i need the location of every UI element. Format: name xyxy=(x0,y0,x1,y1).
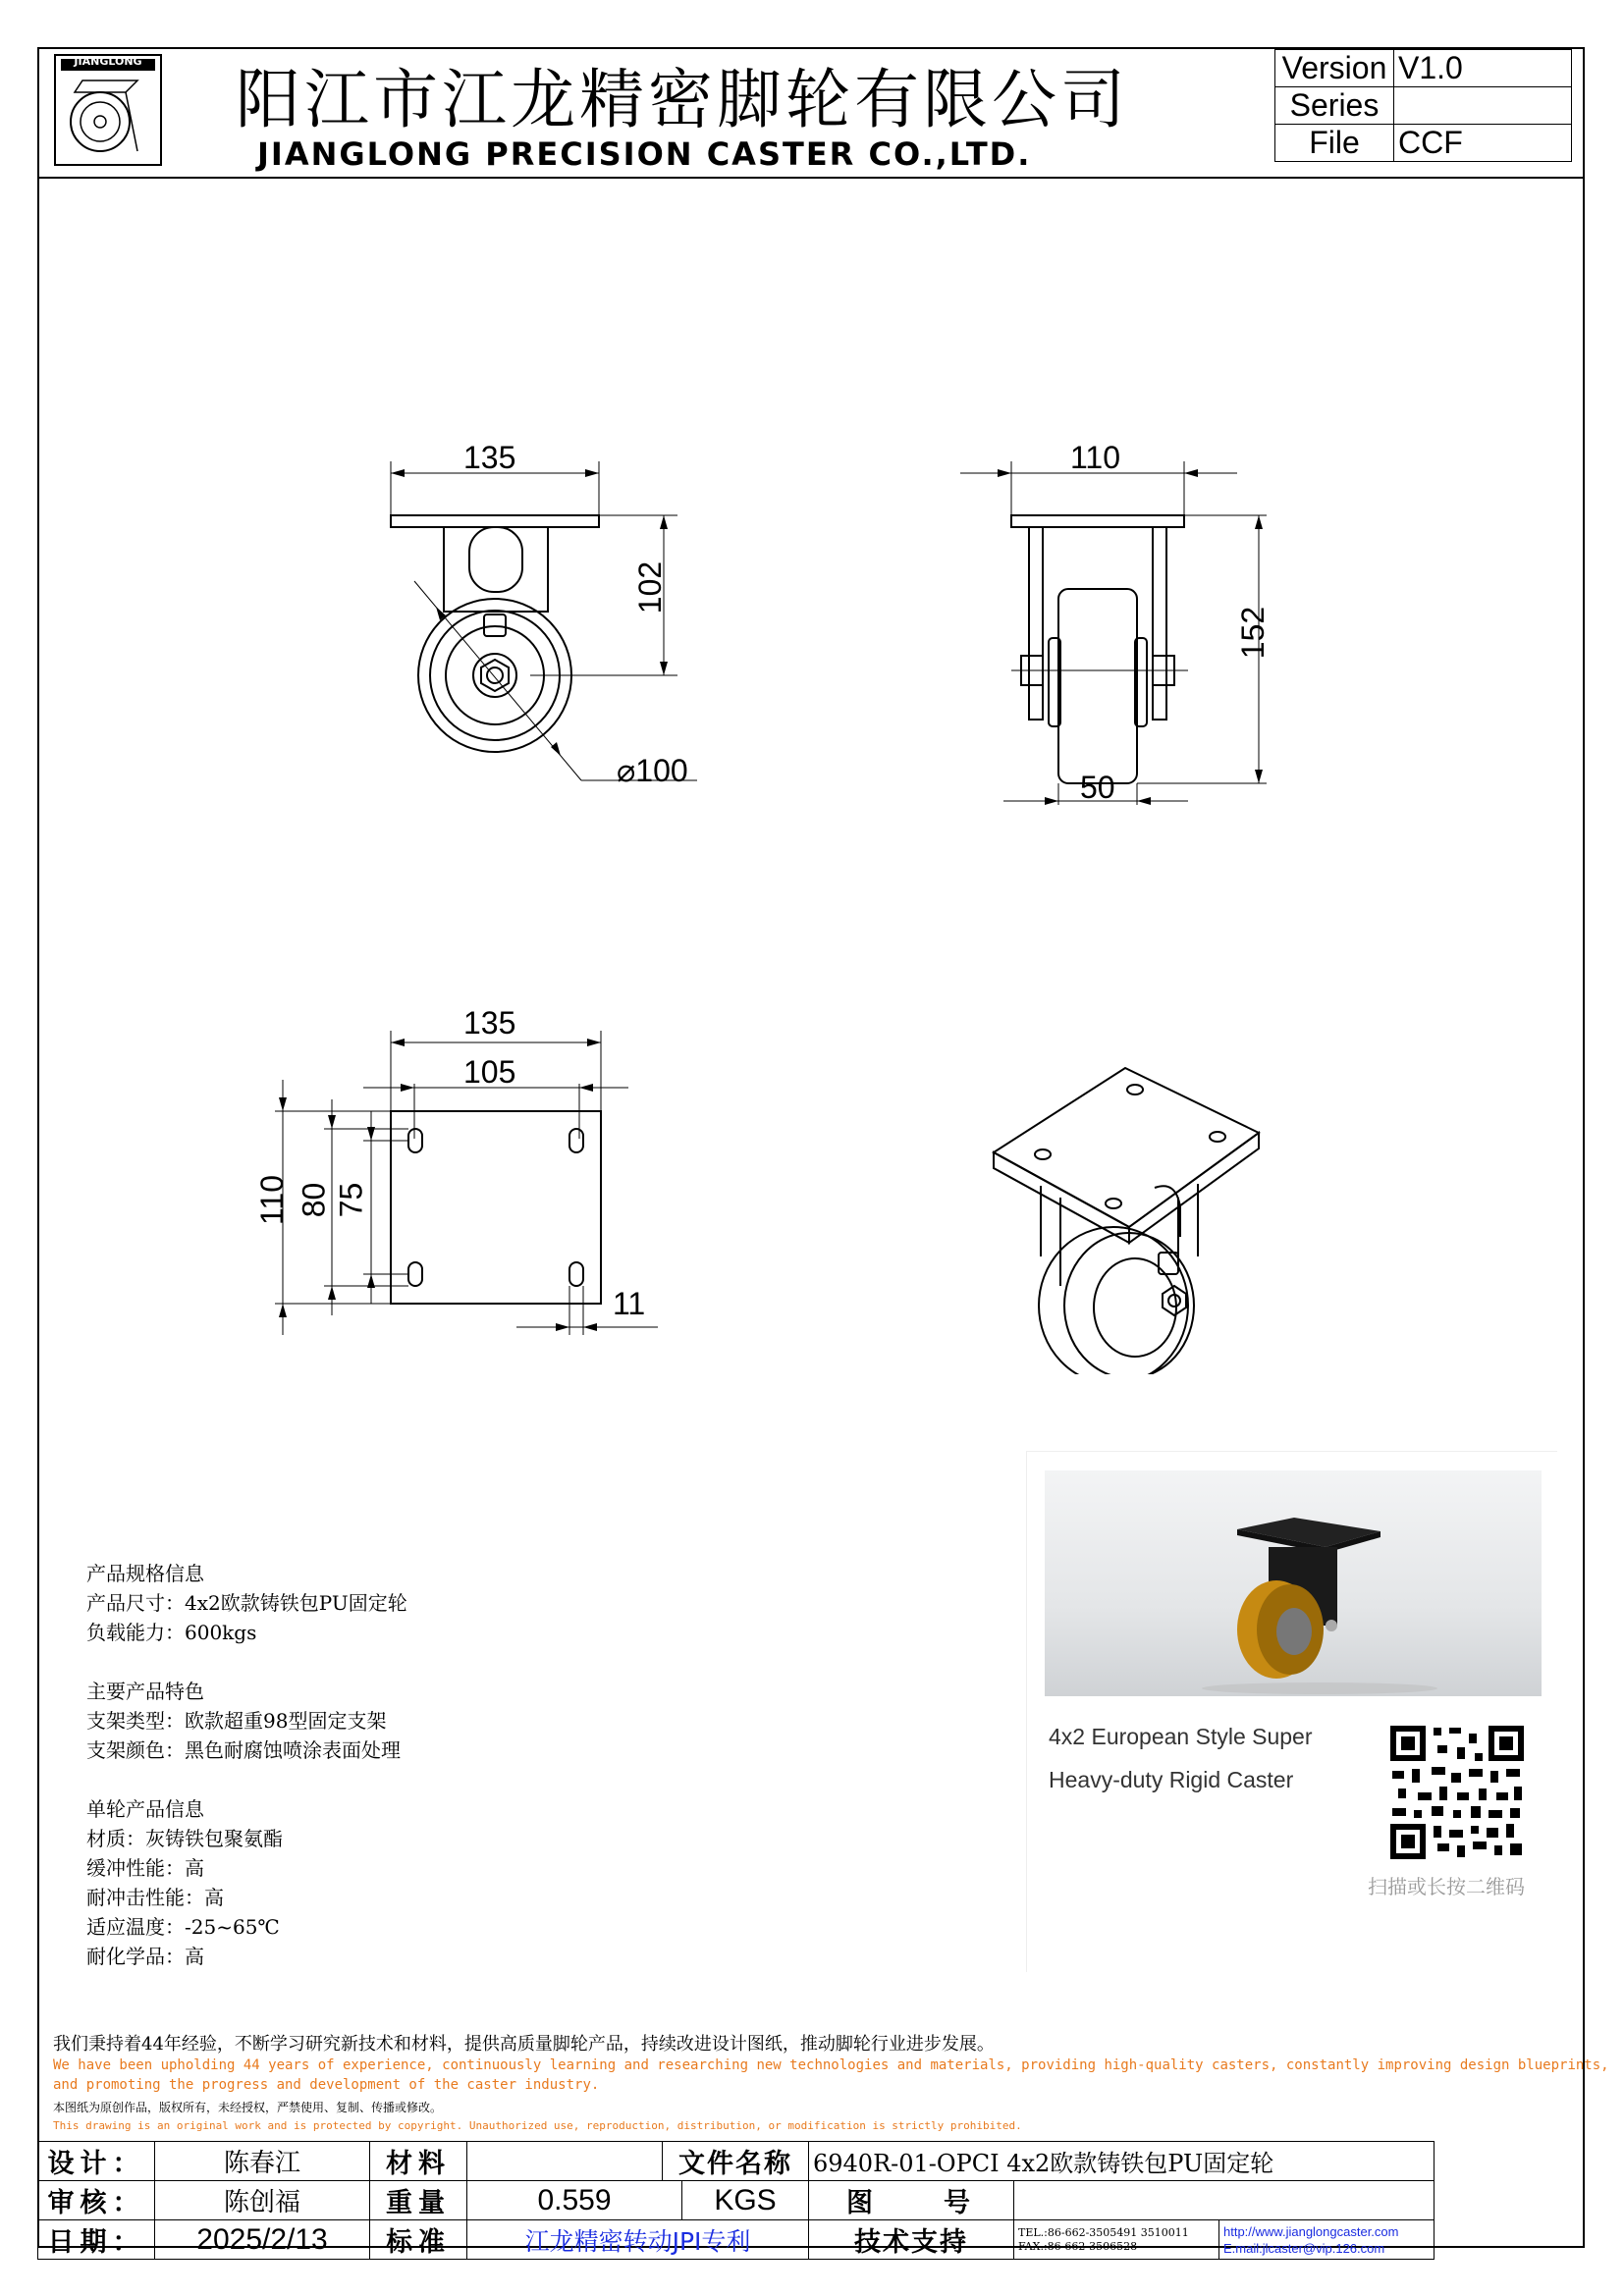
isometric-view-drawing xyxy=(982,1060,1276,1374)
weight-value: 0.559 xyxy=(467,2181,682,2220)
product-caption-line-1: 4x2 European Style Super xyxy=(1049,1724,1313,1749)
spec-bracket-type: 支架类型：欧款超重98型固定支架 xyxy=(86,1709,387,1733)
logo-text: JIANGLONG xyxy=(74,55,142,68)
title-block xyxy=(37,2141,1435,2260)
tel: TEL.:86-662-3505491 3510011 xyxy=(1018,2225,1189,2239)
date-value: 2025/2/13 xyxy=(155,2220,370,2260)
spec-title-1: 产品规格信息 xyxy=(86,1562,204,1585)
product-photo xyxy=(1045,1470,1542,1696)
file-name-value: 6940R-01-OPCI 4x2欧款铸铁包PU固定轮 xyxy=(809,2142,1435,2181)
file-label: File xyxy=(1275,125,1394,162)
note-cn-2: 本图纸为原创作品，版权所有，未经授权，严禁使用、复制、传播或修改。 xyxy=(53,2101,443,2114)
header-divider xyxy=(37,177,1585,179)
qr-note: 扫描或长按二维码 xyxy=(1368,1875,1525,1898)
note-cn-1: 我们秉持着44年经验，不断学习研究新技术和材料，提供高质量脚轮产品，持续改进设计图纸，推动脚轮行业进步发展。 xyxy=(53,2034,995,2055)
dim-front-height: 102 xyxy=(632,561,669,614)
drawing-no-label: 图 号 xyxy=(809,2181,1014,2220)
standard-label: 标准 xyxy=(370,2220,467,2260)
spec-list xyxy=(86,1559,407,1971)
series-value xyxy=(1394,87,1572,125)
date-label: 日期： xyxy=(38,2220,155,2260)
email-link[interactable]: E.mail:jlcaster@vip.126.com xyxy=(1223,2240,1385,2256)
spec-bracket-color: 支架颜色：黑色耐腐蚀喷涂表面处理 xyxy=(86,1738,401,1762)
spec-material: 材质：灰铸铁包聚氨酯 xyxy=(86,1827,283,1850)
dim-plate-width: 135 xyxy=(463,1005,516,1041)
dim-front-width: 135 xyxy=(463,440,516,475)
design-label: 设计： xyxy=(38,2142,155,2181)
company-notes xyxy=(53,2030,1609,2132)
weight-label: 重量 xyxy=(370,2181,467,2220)
spec-temp: 适应温度：-25~65℃ xyxy=(86,1915,280,1939)
qr-code-icon[interactable] xyxy=(1388,1724,1526,1861)
contact-web xyxy=(1219,2220,1435,2260)
designer: 陈春江 xyxy=(155,2142,370,2181)
contact-phone xyxy=(1014,2220,1219,2260)
dim-plate-depth: 110 xyxy=(254,1174,291,1226)
version-table xyxy=(1274,49,1572,162)
dim-hole-spacing-x: 105 xyxy=(463,1054,516,1090)
product-caption-line-2: Heavy-duty Rigid Caster xyxy=(1049,1767,1294,1792)
standard-value: 江龙精密转动JPI专利 xyxy=(467,2220,809,2260)
spec-load: 负载能力：600kgs xyxy=(86,1621,257,1644)
spec-cushion: 缓冲性能：高 xyxy=(86,1856,204,1880)
spec-size: 产品尺寸：4x2欧款铸铁包PU固定轮 xyxy=(86,1591,407,1615)
drawing-no-value xyxy=(1014,2181,1435,2220)
version-label: Version xyxy=(1275,50,1394,87)
dim-side-width: 110 xyxy=(1070,440,1121,475)
fax: FAX.:86-662-3506528 xyxy=(1018,2239,1138,2253)
review-label: 审核： xyxy=(38,2181,155,2220)
website-link[interactable]: http://www.jianglongcaster.com xyxy=(1223,2223,1399,2239)
file-name-label: 文件名称 xyxy=(663,2142,809,2181)
note-en-2: This drawing is an original work and is protected by copyright. Unauthorized use, reproduction, distribution, or modification is strictly prohibited. xyxy=(53,2119,1022,2132)
reviewer: 陈创福 xyxy=(155,2181,370,2220)
file-value: CCF xyxy=(1394,125,1572,162)
dim-hole-spacing-80: 80 xyxy=(296,1182,332,1218)
material-value xyxy=(467,2142,663,2181)
dim-wheel-width: 50 xyxy=(1080,770,1115,805)
material-label: 材料 xyxy=(370,2142,467,2181)
caster-render-icon xyxy=(1045,1470,1542,1696)
support-label: 技术支持 xyxy=(809,2220,1014,2260)
spec-chemical: 耐化学品：高 xyxy=(86,1945,204,1968)
spec-impact: 耐冲击性能：高 xyxy=(86,1886,224,1909)
spec-title-3: 单轮产品信息 xyxy=(86,1797,204,1821)
version-value: V1.0 xyxy=(1394,50,1572,87)
spec-title-2: 主要产品特色 xyxy=(86,1680,204,1703)
front-view-drawing xyxy=(373,432,766,825)
dim-wheel-diameter: ⌀100 xyxy=(617,753,688,788)
dim-side-height: 152 xyxy=(1235,606,1272,660)
dim-hole-spacing-75: 75 xyxy=(333,1182,369,1218)
company-name-en: JIANGLONG PRECISION CASTER CO.,LTD. xyxy=(257,135,1032,173)
note-en-1b: and promoting the progress and development of the caster industry. xyxy=(53,2077,600,2093)
company-name-cn: 阳江市江龙精密脚轮有限公司 xyxy=(236,62,1129,137)
dim-hole-slot: 11 xyxy=(613,1286,646,1321)
note-en-1a: We have been upholding 44 years of experience, continuously learning and researching new technologies and materials, providing high-quality casters, constantly improving design blueprints, xyxy=(53,2057,1609,2073)
weight-unit: KGS xyxy=(682,2181,809,2220)
series-label: Series xyxy=(1275,87,1394,125)
